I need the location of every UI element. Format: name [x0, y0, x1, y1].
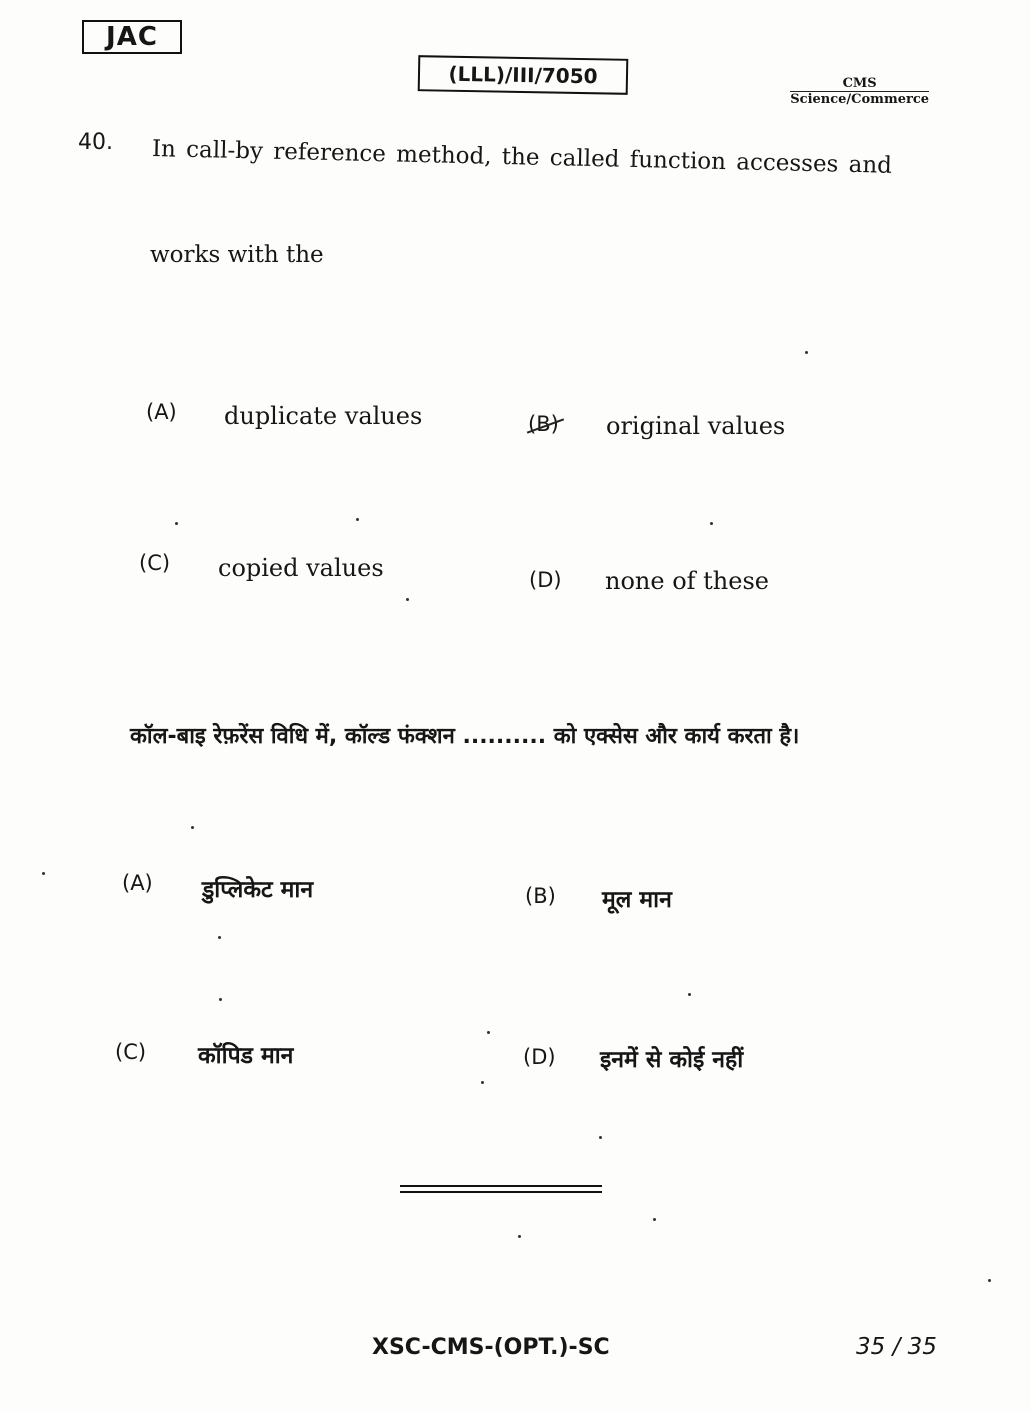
option-c-label: (C) — [139, 551, 171, 575]
option-d-label: (D) — [529, 568, 562, 592]
footer-paper-code: XSC-CMS-(OPT.)-SC — [372, 1335, 610, 1360]
page-number: 35 / 35 — [856, 1334, 937, 1360]
hindi-option-a-label: (A) — [122, 871, 153, 895]
board-label: JAC — [82, 20, 182, 54]
hindi-option-a-text: डुप्लिकेट मान — [202, 877, 314, 903]
option-a-label: (A) — [146, 400, 177, 424]
option-d-text: none of these — [605, 567, 769, 595]
option-b-mark: (B) — [528, 412, 559, 436]
stream-name: Science/Commerce — [790, 92, 929, 107]
hindi-option-b-label: (B) — [525, 884, 556, 908]
hindi-option-b-text: मूल मान — [602, 887, 672, 913]
option-b-text: original values — [606, 412, 786, 440]
subject-name: CMS — [790, 76, 929, 92]
end-rule-bottom — [400, 1191, 602, 1193]
paper-code: (LLL)/III/7050 — [418, 55, 629, 95]
option-b-label — [528, 412, 559, 436]
question-text-line1: In call-by reference method, the called function accesses and — [151, 136, 893, 179]
hindi-option-d-text: इनमें से कोई नहीं — [600, 1047, 744, 1073]
question-text-line2: works with the — [150, 242, 324, 268]
option-c-text: copied values — [218, 554, 384, 582]
hindi-option-c-text: कॉपिड मान — [198, 1043, 294, 1069]
subject-block — [790, 76, 929, 108]
option-a-text: duplicate values — [224, 402, 423, 430]
hindi-question-text: कॉल-बाइ रेफ़रेंस विधि में, कॉल्ड फंक्शन .......... को एक्सेस और कार्य करता है। — [130, 724, 800, 749]
hindi-option-c-label: (C) — [115, 1040, 147, 1064]
hindi-option-d-label: (D) — [523, 1045, 556, 1069]
question-number: 40. — [78, 130, 113, 155]
end-rule-top — [400, 1185, 602, 1187]
